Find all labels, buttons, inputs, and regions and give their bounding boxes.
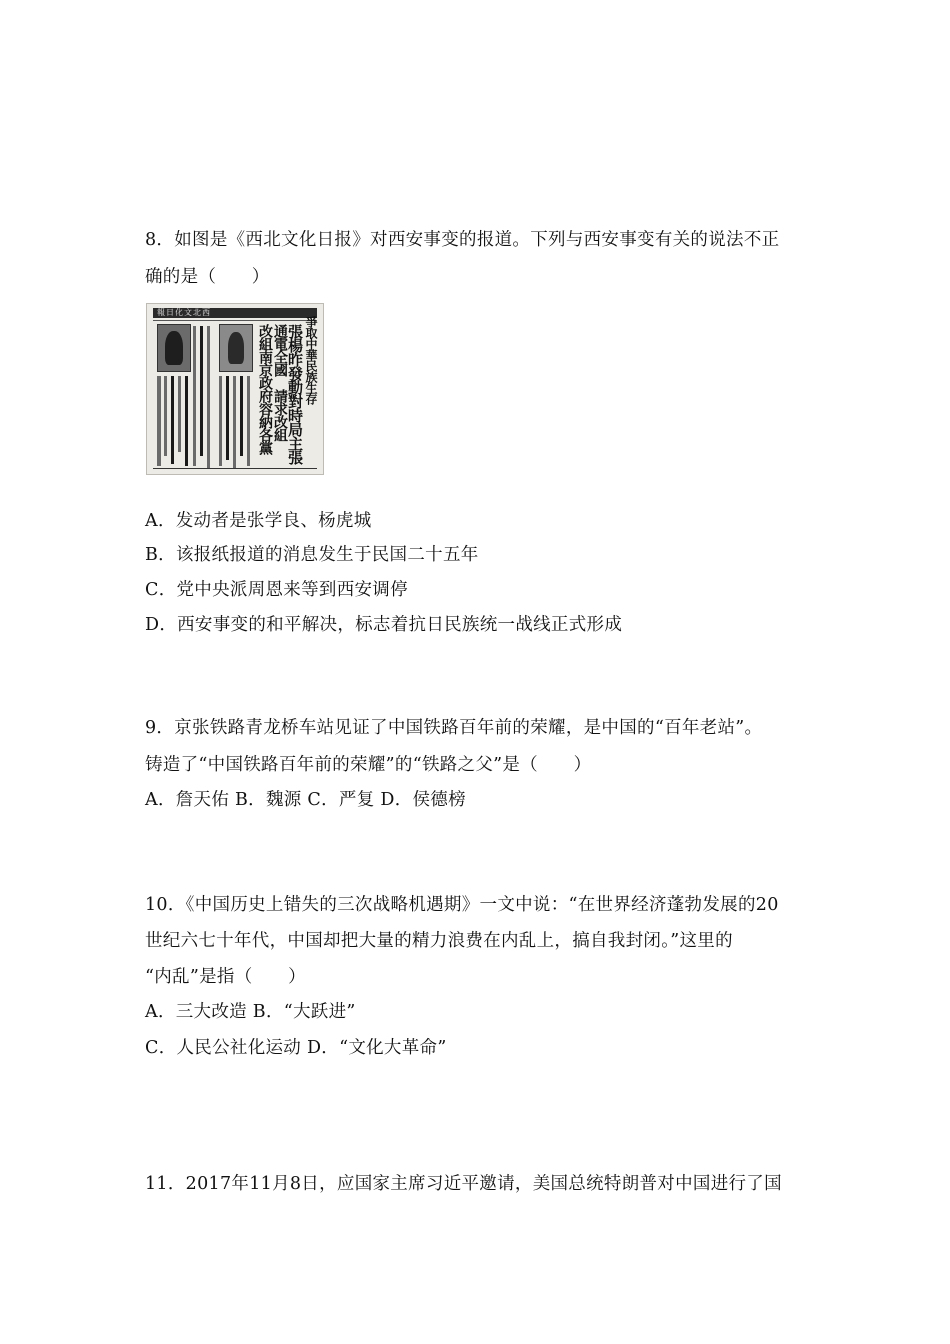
newspaper-image	[146, 303, 324, 475]
q8-stem-line-1: 8．如图是《西北文化日报》对西安事变的报道。下列与西安事变有关的说法不正	[145, 230, 780, 250]
q8-option-b: B．该报纸报道的消息发生于民国二十五年	[145, 545, 479, 565]
portrait-photo-left	[157, 324, 191, 372]
q9-stem-line-1: 9．京张铁路青龙桥车站见证了中国铁路百年前的荣耀，是中国的“百年老站”。	[145, 718, 763, 738]
q8-option-c: C．党中央派周恩来等到西安调停	[145, 580, 408, 600]
q9-options: A．詹天佑 B．魏源 C．严复 D．侯德榜	[145, 790, 466, 810]
q10-option-cd: C．人民公社化运动 D．“文化大革命”	[145, 1038, 447, 1058]
q10-stem-line-3: “内乱”是指（ ）	[145, 967, 306, 987]
q8-stem-line-2: 确的是（ ）	[145, 267, 270, 287]
newspaper-headline-col-3: 通電全國 請求改組	[272, 324, 288, 441]
newspaper-masthead-text: 報日化文北西	[157, 308, 211, 317]
q10-option-ab: A．三大改造 B．“大跃进”	[145, 1002, 356, 1022]
q8-option-d: D．西安事变的和平解决，标志着抗日民族统一战线正式形成	[145, 615, 623, 635]
q8-option-a: A．发动者是张学良、杨虎城	[145, 511, 372, 531]
newspaper-headline-col-2: 張楊昨發動對時局主張	[286, 324, 304, 464]
portrait-photo-right	[219, 324, 253, 372]
q11-stem-line-1: 11．2017年11月8日，应国家主席习近平邀请，美国总统特朗普对中国进行了国	[145, 1174, 782, 1194]
newspaper-headline-col-1: 爭取中華民族生存	[304, 316, 318, 404]
q9-stem-line-2: 铸造了“中国铁路百年前的荣耀”的“铁路之父”是（ ）	[145, 755, 592, 775]
q10-stem-line-2: 世纪六七十年代，中国却把大量的精力浪费在内乱上，搞自我封闭。”这里的	[145, 931, 733, 951]
newspaper-headline-col-4: 改組南京政府容納各黨	[257, 324, 273, 454]
q10-stem-line-1: 10．《中国历史上错失的三次战略机遇期》一文中说：“在世界经济蓬勃发展的20	[145, 895, 779, 915]
